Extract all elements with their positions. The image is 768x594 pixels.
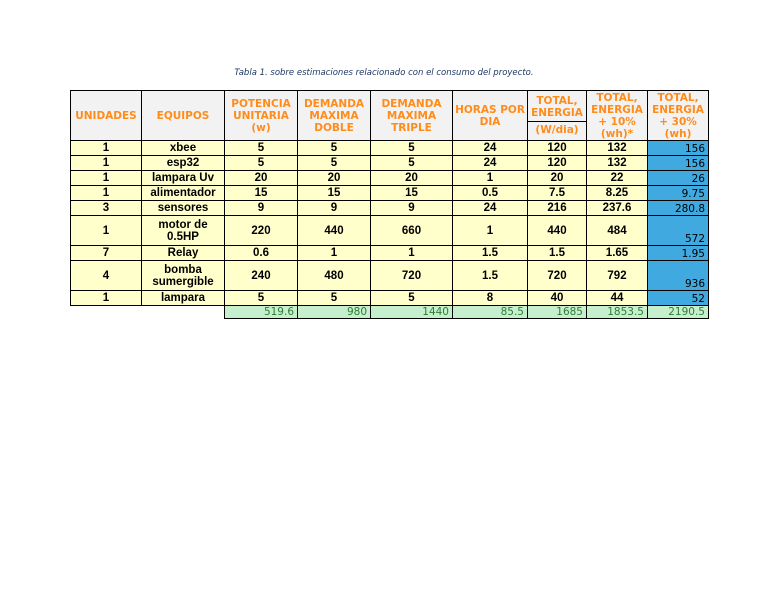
total-energia-cell: 216: [528, 201, 587, 216]
demanda-doble-cell: 20: [298, 171, 371, 186]
horas-cell: 24: [453, 201, 528, 216]
total-total10-cell: 1853.5: [587, 306, 648, 319]
total-10-cell: 22: [587, 171, 648, 186]
table-row: [71, 186, 709, 201]
potencia-cell: 20: [225, 171, 298, 186]
potencia-cell: 5: [225, 141, 298, 156]
table-row: [71, 261, 709, 291]
equipo-cell: lampara Uv: [142, 171, 225, 186]
header-total-energia-unit: (W/dia): [528, 121, 586, 136]
header-demanda-triple: DEMANDA MAXIMA TRIPLE: [371, 91, 453, 141]
unidades-cell: 1: [71, 171, 142, 186]
total-energia-cell: 120: [528, 156, 587, 171]
equipo-cell: bomba sumergible: [142, 261, 225, 291]
horas-cell: 8: [453, 291, 528, 306]
total-energia-cell: 7.5: [528, 186, 587, 201]
total-total30-cell: 2190.5: [648, 306, 709, 319]
horas-cell: 0.5: [453, 186, 528, 201]
potencia-cell: 5: [225, 291, 298, 306]
potencia-cell: 15: [225, 186, 298, 201]
horas-cell: 24: [453, 141, 528, 156]
total-doble-cell: 980: [298, 306, 371, 319]
demanda-triple-cell: 1: [371, 246, 453, 261]
unidades-cell: 1: [71, 156, 142, 171]
header-total-energia: [528, 91, 587, 141]
table-row: [71, 156, 709, 171]
equipo-cell: esp32: [142, 156, 225, 171]
demanda-triple-cell: 5: [371, 156, 453, 171]
total-30-cell: 1.95: [648, 246, 709, 261]
table-row: [71, 201, 709, 216]
header-equipos: EQUIPOS: [142, 91, 225, 141]
total-30-cell: 9.75: [648, 186, 709, 201]
total-10-cell: 792: [587, 261, 648, 291]
horas-cell: 1: [453, 216, 528, 246]
energy-consumption-table: [70, 90, 709, 319]
total-10-cell: 132: [587, 141, 648, 156]
header-total-30: TOTAL, ENERGIA + 30% (wh): [648, 91, 709, 141]
demanda-triple-cell: 660: [371, 216, 453, 246]
demanda-doble-cell: 480: [298, 261, 371, 291]
unidades-cell: 3: [71, 201, 142, 216]
total-10-cell: 132: [587, 156, 648, 171]
demanda-triple-cell: 9: [371, 201, 453, 216]
demanda-triple-cell: 20: [371, 171, 453, 186]
potencia-cell: 240: [225, 261, 298, 291]
demanda-doble-cell: 5: [298, 141, 371, 156]
total-potencia-cell: 519.6: [225, 306, 298, 319]
totals-row: [71, 306, 709, 319]
total-10-cell: 484: [587, 216, 648, 246]
demanda-doble-cell: 5: [298, 156, 371, 171]
potencia-cell: 9: [225, 201, 298, 216]
total-30-cell: 52: [648, 291, 709, 306]
empty-cell: [71, 306, 142, 319]
equipo-cell: lampara: [142, 291, 225, 306]
unidades-cell: 1: [71, 216, 142, 246]
potencia-cell: 5: [225, 156, 298, 171]
equipo-cell: Relay: [142, 246, 225, 261]
table-row: [71, 171, 709, 186]
total-30-cell: 280.8: [648, 201, 709, 216]
header-unidades: UNIDADES: [71, 91, 142, 141]
equipo-cell: xbee: [142, 141, 225, 156]
unidades-cell: 1: [71, 186, 142, 201]
potencia-cell: 0.6: [225, 246, 298, 261]
demanda-doble-cell: 5: [298, 291, 371, 306]
equipo-cell: sensores: [142, 201, 225, 216]
total-energia-cell: 120: [528, 141, 587, 156]
unidades-cell: 7: [71, 246, 142, 261]
demanda-triple-cell: 720: [371, 261, 453, 291]
total-30-cell: 26: [648, 171, 709, 186]
total-total-cell: 1685: [528, 306, 587, 319]
header-potencia: POTENCIA UNITARIA (w): [225, 91, 298, 141]
total-energia-cell: 20: [528, 171, 587, 186]
horas-cell: 1.5: [453, 246, 528, 261]
header-demanda-doble: DEMANDA MAXIMA DOBLE: [298, 91, 371, 141]
demanda-triple-cell: 5: [371, 291, 453, 306]
unidades-cell: 4: [71, 261, 142, 291]
table-caption: Tabla 1. sobre estimaciones relacionado con el consumo del proyecto.: [234, 68, 534, 78]
demanda-triple-cell: 5: [371, 141, 453, 156]
total-energia-cell: 40: [528, 291, 587, 306]
total-10-cell: 237.6: [587, 201, 648, 216]
total-energia-cell: 1.5: [528, 246, 587, 261]
total-30-cell: 936: [648, 261, 709, 291]
demanda-triple-cell: 15: [371, 186, 453, 201]
table-row: [71, 291, 709, 306]
total-30-cell: 572: [648, 216, 709, 246]
empty-cell: [142, 306, 225, 319]
equipo-cell: motor de 0.5HP: [142, 216, 225, 246]
table-row: [71, 141, 709, 156]
horas-cell: 1.5: [453, 261, 528, 291]
total-horas-cell: 85.5: [453, 306, 528, 319]
header-horas: HORAS POR DIA: [453, 91, 528, 141]
header-total-energia-label: TOTAL, ENERGIA: [531, 95, 583, 119]
equipo-cell: alimentador: [142, 186, 225, 201]
demanda-doble-cell: 1: [298, 246, 371, 261]
header-total-10: TOTAL, ENERGIA + 10% (wh)*: [587, 91, 648, 141]
unidades-cell: 1: [71, 291, 142, 306]
total-10-cell: 1.65: [587, 246, 648, 261]
table-row: [71, 246, 709, 261]
horas-cell: 1: [453, 171, 528, 186]
horas-cell: 24: [453, 156, 528, 171]
table-row: [71, 216, 709, 246]
demanda-doble-cell: 9: [298, 201, 371, 216]
total-energia-cell: 440: [528, 216, 587, 246]
unidades-cell: 1: [71, 141, 142, 156]
potencia-cell: 220: [225, 216, 298, 246]
total-30-cell: 156: [648, 141, 709, 156]
total-triple-cell: 1440: [371, 306, 453, 319]
demanda-doble-cell: 440: [298, 216, 371, 246]
total-energia-cell: 720: [528, 261, 587, 291]
total-10-cell: 8.25: [587, 186, 648, 201]
demanda-doble-cell: 15: [298, 186, 371, 201]
total-10-cell: 44: [587, 291, 648, 306]
total-30-cell: 156: [648, 156, 709, 171]
